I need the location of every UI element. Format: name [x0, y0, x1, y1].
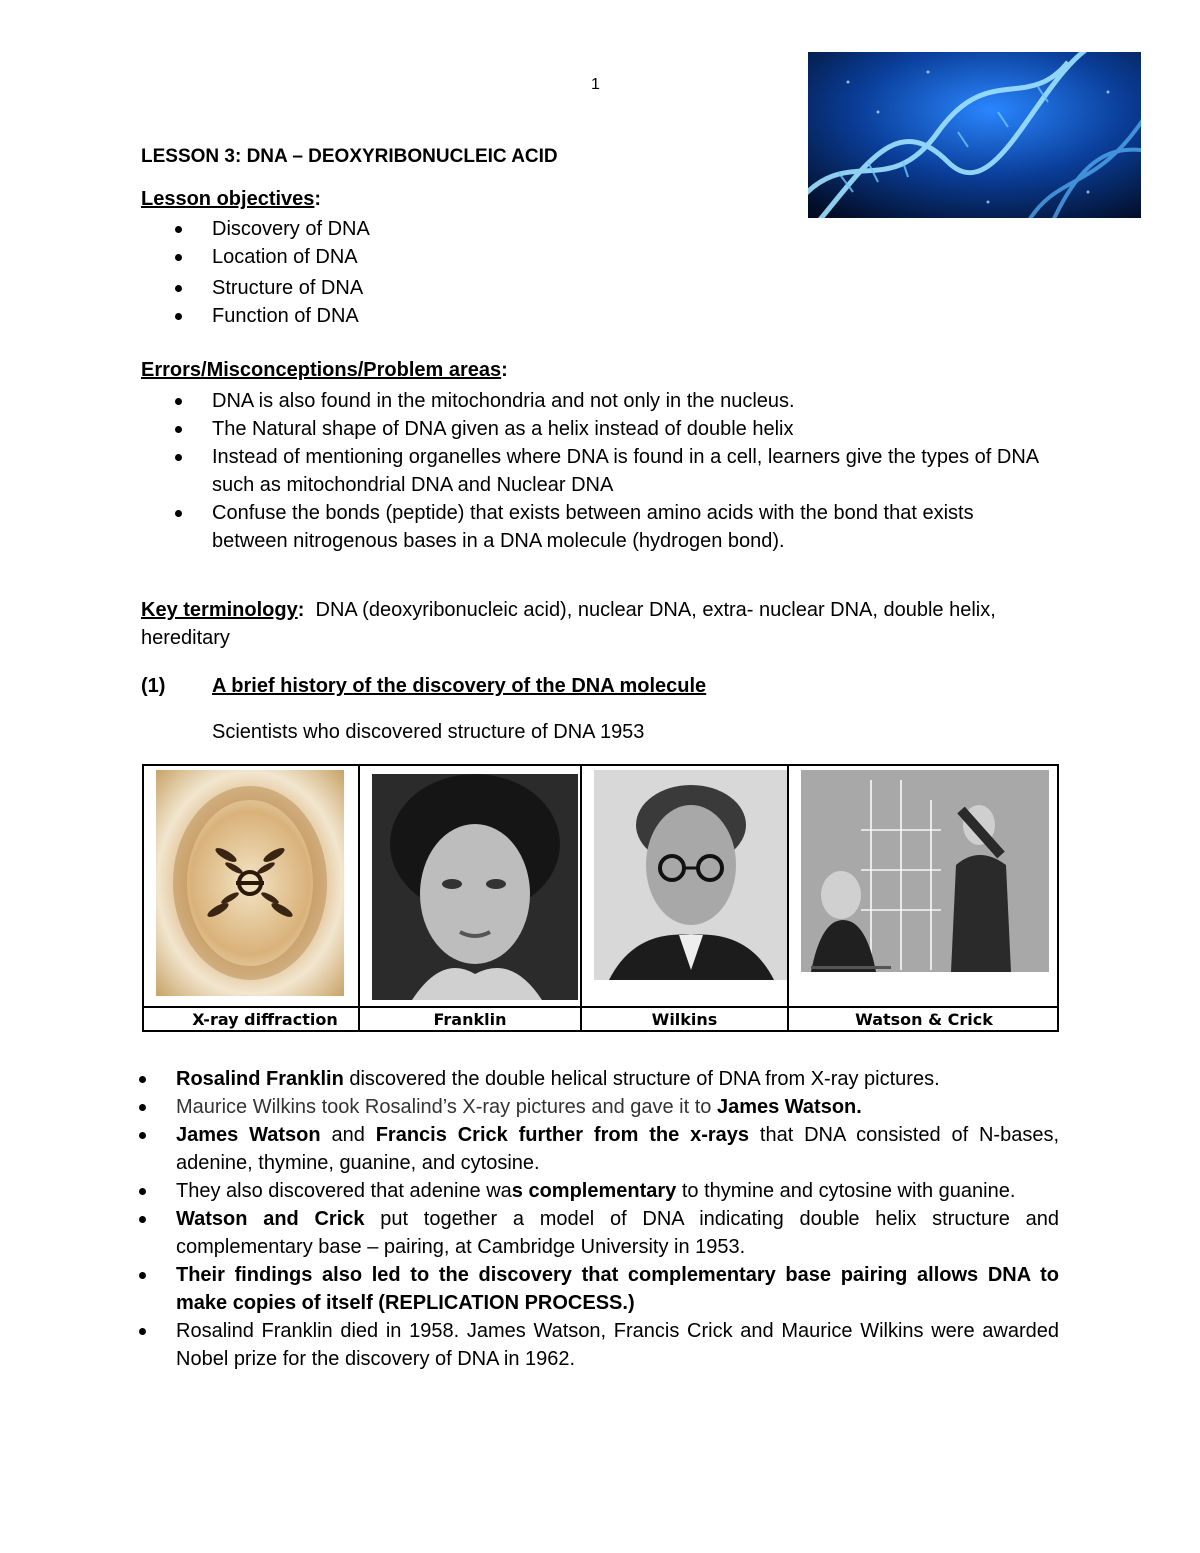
section-subtitle: Scientists who discovered structure of DNA 1953 [212, 721, 645, 743]
objectives-list [141, 215, 761, 330]
wilkins-portrait [594, 770, 788, 980]
list-item: James Watson and Francis Crick further from the x-rays that DNA consisted of N-bases, adenine, thymine, guanine, and cytosine. [105, 1121, 1059, 1177]
list-item: They also discovered that adenine was complementary to thymine and cytosine with guanine. [105, 1177, 1059, 1205]
watson-crick-photo [801, 770, 1049, 972]
section-number: (1) [141, 675, 166, 697]
caption-wilkins: Wilkins [651, 1010, 718, 1029]
franklin-portrait [372, 774, 578, 1000]
list-item: Rosalind Franklin discovered the double helical structure of DNA from X-ray pictures. [105, 1065, 1059, 1093]
key-terminology: Key terminology: DNA (deoxyribonucleic acid), nuclear DNA, extra- nuclear DNA, double helix, hereditary [141, 599, 996, 649]
list-item: DNA is also found in the mitochondria and not only in the nucleus. [141, 387, 1051, 415]
section-title: A brief history of the discovery of the DNA molecule [212, 675, 707, 697]
list-item: Confuse the bonds (peptide) that exists between amino acids with the bond that exists between nitrogenous bases in a DNA molecule (hydrogen bond). [141, 499, 1051, 555]
list-item: Structure of DNA [141, 274, 761, 302]
key-terminology-label: Key terminology [141, 599, 298, 621]
scientists-photo-table [142, 764, 1059, 1032]
errors-list [141, 387, 1051, 555]
page-number: 1 [591, 76, 600, 93]
lesson-title: LESSON 3: DNA – DEOXYRIBONUCLEIC ACID [141, 146, 558, 167]
list-item: Discovery of DNA [141, 215, 761, 243]
dna-helix-image [808, 52, 1141, 218]
list-item: Location of DNA [141, 243, 761, 271]
list-item: Function of DNA [141, 302, 761, 330]
list-item: Rosalind Franklin died in 1958. James Watson, Francis Crick and Maurice Wilkins were awarded Nobel prize for the discovery of DNA in 1962. [105, 1317, 1059, 1373]
discovery-facts-list [105, 1065, 1059, 1373]
xray-diffraction-image [156, 770, 344, 996]
list-item: Maurice Wilkins took Rosalind’s X-ray pictures and gave it to James Watson. [105, 1093, 1059, 1121]
list-item: Instead of mentioning organelles where DNA is found in a cell, learners give the types of DNA such as mitochondrial DNA and Nuclear DNA [141, 443, 1051, 499]
caption-franklin: Franklin [433, 1010, 507, 1029]
list-item: Watson and Crick put together a model of DNA indicating double helix structure and complementary base – pairing, at Cambridge University in 1953. [105, 1205, 1059, 1261]
caption-xray: X-ray diffraction [192, 1010, 338, 1029]
key-terminology-text: DNA (deoxyribonucleic acid), nuclear DNA, extra- nuclear DNA, double helix, hereditary [141, 599, 996, 649]
list-item: Their findings also led to the discovery that complementary base pairing allows DNA to make copies of itself (REPLICATION PROCESS.) [105, 1261, 1059, 1317]
caption-watson-crick: Watson & Crick [855, 1010, 993, 1029]
objectives-heading: Lesson objectives: [141, 188, 322, 210]
errors-heading: Errors/Misconceptions/Problem areas: [141, 359, 508, 381]
list-item: The Natural shape of DNA given as a helix instead of double helix [141, 415, 1051, 443]
